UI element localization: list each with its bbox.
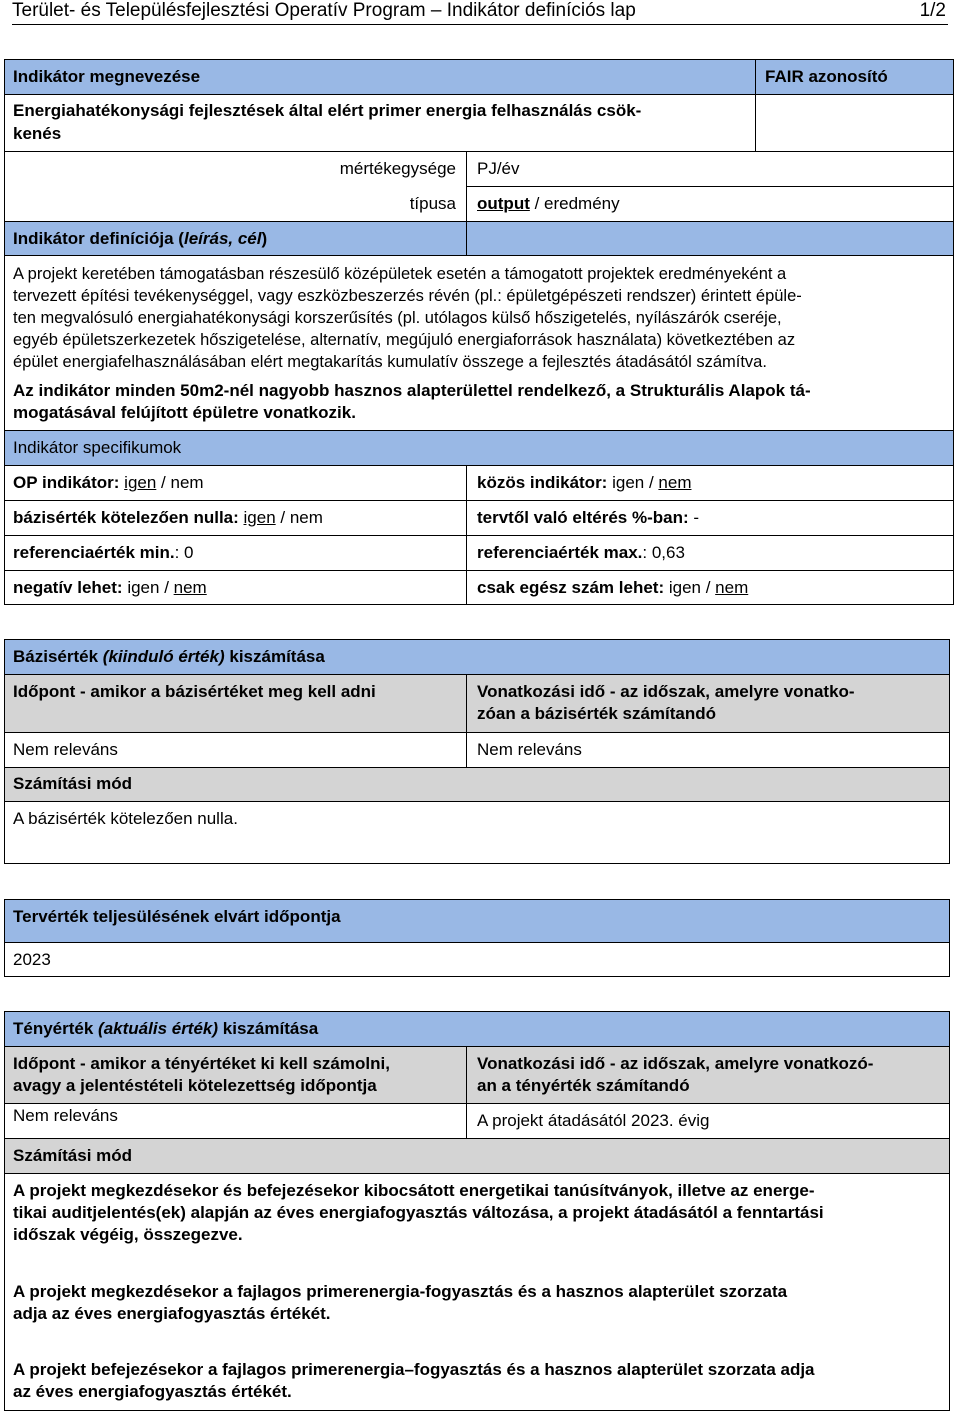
- definition-bold-line: mogatásával felújított épületre vonatkozik.: [13, 403, 356, 422]
- deviation-field: tervtől való eltérés %-ban: -: [477, 508, 700, 527]
- type-output-selected: output: [477, 194, 530, 213]
- common-indicator-field: közös indikátor: igen / nem: [477, 473, 692, 492]
- definition-label-bg-right: [466, 221, 954, 256]
- indicator-name-label: Indikátor megnevezése: [13, 67, 201, 86]
- actual-period-value: A projekt átadásától 2023. évig: [477, 1111, 710, 1130]
- fair-id-label: FAIR azonosító: [765, 67, 888, 86]
- integer-no-selected: nem: [715, 578, 749, 597]
- definition-scope-text: [13, 380, 943, 424]
- unit-value: PJ/év: [477, 159, 520, 178]
- base-method-header: [4, 767, 950, 802]
- indicator-name-line-2: kenés: [13, 124, 62, 143]
- definition-line: A projekt keretében támogatásban részesülő középületek esetén a támogatott projektek eredményeként a: [13, 265, 787, 283]
- common-indicator-yes: igen: [612, 473, 645, 492]
- base-time-value: Nem releváns: [13, 740, 118, 759]
- base-value-title: Bázisérték (kiinduló érték) kiszámítása: [13, 647, 325, 666]
- specifics-title: Indikátor specifikumok: [13, 438, 182, 457]
- fair-id-value-cell: [755, 94, 954, 152]
- ref-max-value: : 0,63: [642, 543, 685, 562]
- actual-value-title: Tényérték (aktuális érték) kiszámítása: [13, 1019, 319, 1038]
- actual-period-label: Vonatkozási idő - az időszak, amelyre vonatkozó- an a tényérték számítandó: [477, 1054, 874, 1095]
- indicator-name-line-1: Energiahatékonysági fejlesztések által elért primer energia felhasználás csök-: [13, 101, 642, 120]
- document-title: Terület- és Településfejlesztési Operatív Program – Indikátor definíciós lap: [12, 0, 636, 21]
- negative-yes: igen: [127, 578, 160, 597]
- op-indicator-field: OP indikátor: igen / nem: [13, 473, 204, 492]
- actual-method-paragraph-1: A projekt megkezdésekor és befejezésekor kibocsátott energetikai tanúsítványok, illetve az energe- tikai auditjelentés(ek) alapján az éves energiafogyasztás változása, a projekt átadásától a fenntartási időszak végéig, összegezve.: [13, 1181, 824, 1244]
- definition-text: [13, 263, 943, 373]
- base-time-label: Időpont - amikor a bázisértéket meg kell adni: [13, 682, 376, 701]
- ref-min-value: : 0: [174, 543, 194, 562]
- actual-time-value: Nem releváns: [13, 1106, 118, 1125]
- base-zero-no: nem: [289, 508, 323, 527]
- common-indicator-no-selected: nem: [658, 473, 692, 492]
- definition-line: egyéb épületszerkezetek hőszigetelése, alternatív, megújuló energiaforrások használata) következtében az: [13, 331, 796, 349]
- target-value: 2023: [13, 950, 51, 969]
- base-method-value: A bázisérték kötelezően nulla.: [13, 809, 238, 828]
- ref-min-field: referenciaérték min.: 0: [13, 543, 194, 562]
- op-indicator-no: nem: [170, 473, 204, 492]
- unit-value-cell: [466, 151, 954, 187]
- integer-yes: igen: [668, 578, 701, 597]
- type-label: típusa: [409, 194, 456, 213]
- actual-time-label: Időpont - amikor a tényértéket ki kell számolni, avagy a jelentéstételi kötelezettség időpontja: [13, 1054, 390, 1095]
- base-zero-field: bázisérték kötelezően nulla: igen / nem: [13, 508, 323, 527]
- definition-line: épület energiafelhasználásában elért megtakarítás kumulatív összege a fejlesztés átadásától számítva.: [13, 353, 767, 371]
- actual-method-paragraph-3: A projekt befejezésekor a fajlagos primerenergia–fogyasztás és a hasznos alapterület szorzata adja az éves energiafogyasztás értékét.: [13, 1360, 815, 1401]
- definition-bold-line: Az indikátor minden 50m2-nél nagyobb hasznos alapterülettel rendelkező, a Strukturális Alapok tá-: [13, 381, 811, 400]
- base-method-label: Számítási mód: [13, 774, 133, 793]
- target-title: Tervérték teljesülésének elvárt időpontja: [13, 907, 341, 926]
- ref-max-field: referenciaérték max.: 0,63: [477, 543, 685, 562]
- base-zero-yes-selected: igen: [243, 508, 276, 527]
- definition-label: Indikátor definíciója (leírás, cél): [13, 229, 268, 248]
- actual-method-label: Számítási mód: [13, 1146, 133, 1165]
- base-period-label: Vonatkozási idő - az időszak, amelyre vonatko- zóan a bázisérték számítandó: [477, 682, 855, 723]
- definition-line: ten megvalósuló energiahatékonysági korszerűsítés (pl. utólagos külső hőszigetelés, nyílászárók cseréje,: [13, 309, 782, 327]
- target-value-cell: [4, 942, 950, 977]
- actual-method-paragraph-2: A projekt megkezdésekor a fajlagos primerenergia-fogyasztás és a hasznos alapterület szorzata adja az éves energiafogyasztás értékét.: [13, 1282, 788, 1323]
- type-value: output / eredmény: [477, 194, 620, 213]
- definition-line: tervezett építési tevékenységgel, vagy eszközbeszerzés révén (pl.: épületgépészeti rendszer) érintett épüle-: [13, 287, 802, 305]
- base-period-value: Nem releváns: [477, 740, 582, 759]
- negative-field: negatív lehet: igen / nem: [13, 578, 207, 597]
- page-header: [12, 0, 948, 25]
- negative-no-selected: nem: [173, 578, 207, 597]
- integer-field: csak egész szám lehet: igen / nem: [477, 578, 749, 597]
- unit-label: mértékegysége: [339, 159, 456, 178]
- deviation-value: -: [693, 508, 700, 527]
- type-result-option: eredmény: [544, 194, 620, 213]
- page-number: 1/2: [919, 0, 946, 21]
- actual-method-header: [4, 1138, 950, 1174]
- op-indicator-yes-selected: igen: [124, 473, 157, 492]
